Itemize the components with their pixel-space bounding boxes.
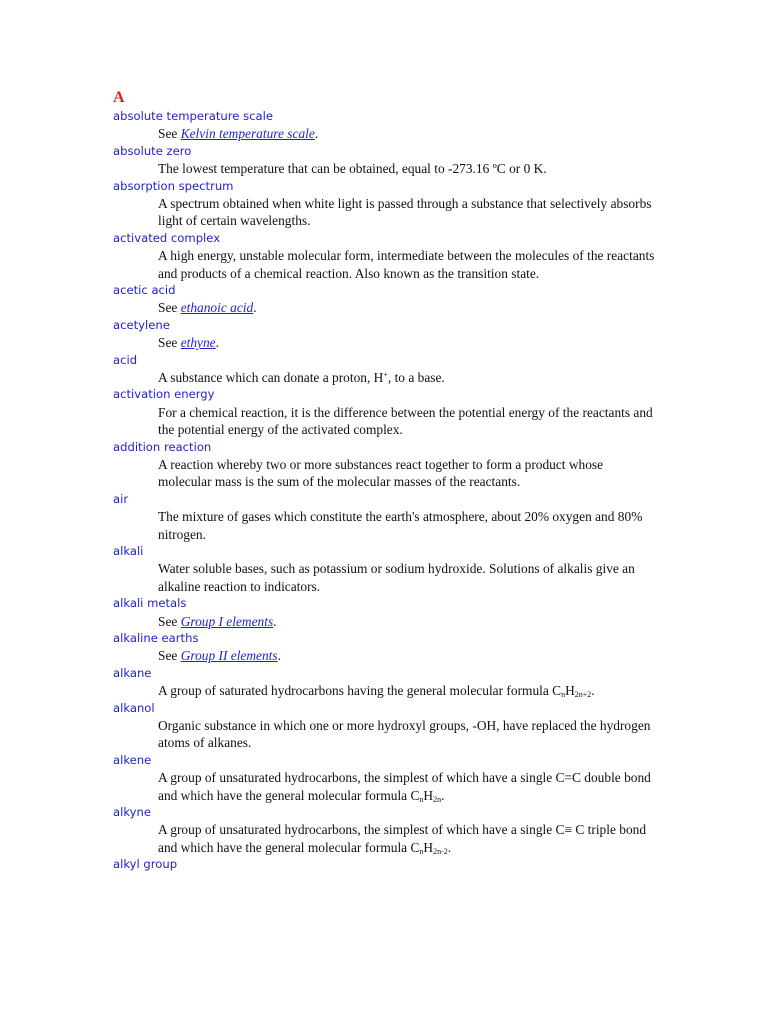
glossary-term: air <box>113 491 129 506</box>
definition-text: A substance which can donate a proton, H <box>158 369 384 385</box>
definition-text: , to a base. <box>387 369 445 385</box>
glossary-definition <box>158 299 658 316</box>
glossary-term: alkali metals <box>113 596 187 611</box>
definition-text: A group of unsaturated hydrocarbons, the simplest of which have a single C=C double bond and which have the general molecular formula C <box>158 770 651 803</box>
formula-element: H <box>423 839 434 855</box>
punctuation: . <box>447 839 452 855</box>
cross-reference-link[interactable]: Group II elements <box>180 648 278 664</box>
glossary-definition: Organic substance in which one or more hydroxyl groups, -OH, have replaced the hydrogen atoms of alkanes. <box>158 717 651 751</box>
glossary-definition: For a chemical reaction, it is the difference between the potential energy of the reactants and the potential energy of the activated complex. <box>158 404 653 438</box>
glossary-definition <box>158 125 658 142</box>
glossary-definition <box>158 682 658 699</box>
see-text: See <box>158 335 181 351</box>
see-text: See <box>158 300 181 316</box>
section-letter: A <box>113 89 125 106</box>
glossary-term: alkali <box>113 544 144 558</box>
glossary-definition: The lowest temperature that can be obtained, equal to -273.16 ºC or 0 K. <box>158 161 547 177</box>
glossary-definition <box>158 369 658 386</box>
superscript: + <box>383 369 388 379</box>
glossary-definition: Water soluble bases, such as potassium or sodium hydroxide. Solutions of alkalis give an alkaline reaction to indicators. <box>158 561 635 594</box>
glossary-definition: A reaction whereby two or more substances react together to form a product whose molecular mass is the sum of the molecular masses of the reactants. <box>158 456 604 490</box>
punctuation: . <box>591 683 595 699</box>
definition-text: A group of saturated hydrocarbons having the general molecular formula C <box>158 683 562 699</box>
punctuation: . <box>215 335 219 351</box>
glossary-definition: A high energy, unstable molecular form, intermediate between the molecules of the reactants and products of a chemical reaction. Also known as the transition state. <box>158 248 655 281</box>
glossary-term: acetic acid <box>113 283 176 297</box>
definition-text: A group of unsaturated hydrocarbons, the simplest of which have a single C≡ C triple bond and which have the general molecular formula C <box>158 822 647 855</box>
glossary-term: alkene <box>113 752 152 767</box>
glossary-definition <box>158 334 658 351</box>
punctuation: . <box>314 126 319 142</box>
subscript: n <box>419 846 424 856</box>
glossary-term: acetylene <box>113 317 170 332</box>
glossary-definition <box>158 821 658 856</box>
subscript: 2n+2 <box>574 690 592 700</box>
glossary-term: activation energy <box>113 387 215 402</box>
subscript: n <box>419 794 424 804</box>
cross-reference-link[interactable]: ethyne <box>180 335 216 351</box>
glossary-term: alkaline earths <box>113 631 199 645</box>
glossary-term: alkane <box>113 665 152 680</box>
punctuation: . <box>253 300 257 316</box>
subscript: n <box>561 690 566 700</box>
glossary-term: absolute zero <box>113 143 192 158</box>
glossary-definition <box>158 613 658 630</box>
cross-reference-link[interactable]: Kelvin temperature scale <box>180 126 315 142</box>
punctuation: . <box>273 613 277 629</box>
glossary-term: addition reaction <box>113 439 212 454</box>
subscript: 2n <box>433 794 442 804</box>
glossary-term: alkanol <box>113 700 155 715</box>
formula-element: H <box>423 787 434 803</box>
glossary-term: acid <box>113 352 138 367</box>
glossary-definition: The mixture of gases which constitute the earth's atmosphere, about 20% oxygen and 80% nitrogen. <box>158 509 643 542</box>
glossary-term: absorption spectrum <box>113 178 234 193</box>
glossary-definition: A spectrum obtained when white light is passed through a substance that selectively absorbs light of certain wavelengths. <box>158 195 652 229</box>
see-text: See <box>158 613 181 629</box>
glossary-term: alkyl group <box>113 857 178 872</box>
cross-reference-link[interactable]: ethanoic acid <box>180 300 254 316</box>
cross-reference-link[interactable]: Group I elements <box>180 613 274 629</box>
glossary-definition <box>158 769 658 804</box>
subscript: 2n-2 <box>433 846 448 856</box>
see-text: See <box>158 126 181 142</box>
formula-element: H <box>565 683 575 699</box>
punctuation: . <box>441 787 445 803</box>
punctuation: . <box>277 648 281 664</box>
glossary-term: alkyne <box>113 805 151 819</box>
see-text: See <box>158 648 181 664</box>
glossary-term: absolute temperature scale <box>113 109 273 123</box>
glossary <box>113 88 658 874</box>
glossary-term: activated complex <box>113 230 221 245</box>
glossary-definition <box>158 647 658 664</box>
